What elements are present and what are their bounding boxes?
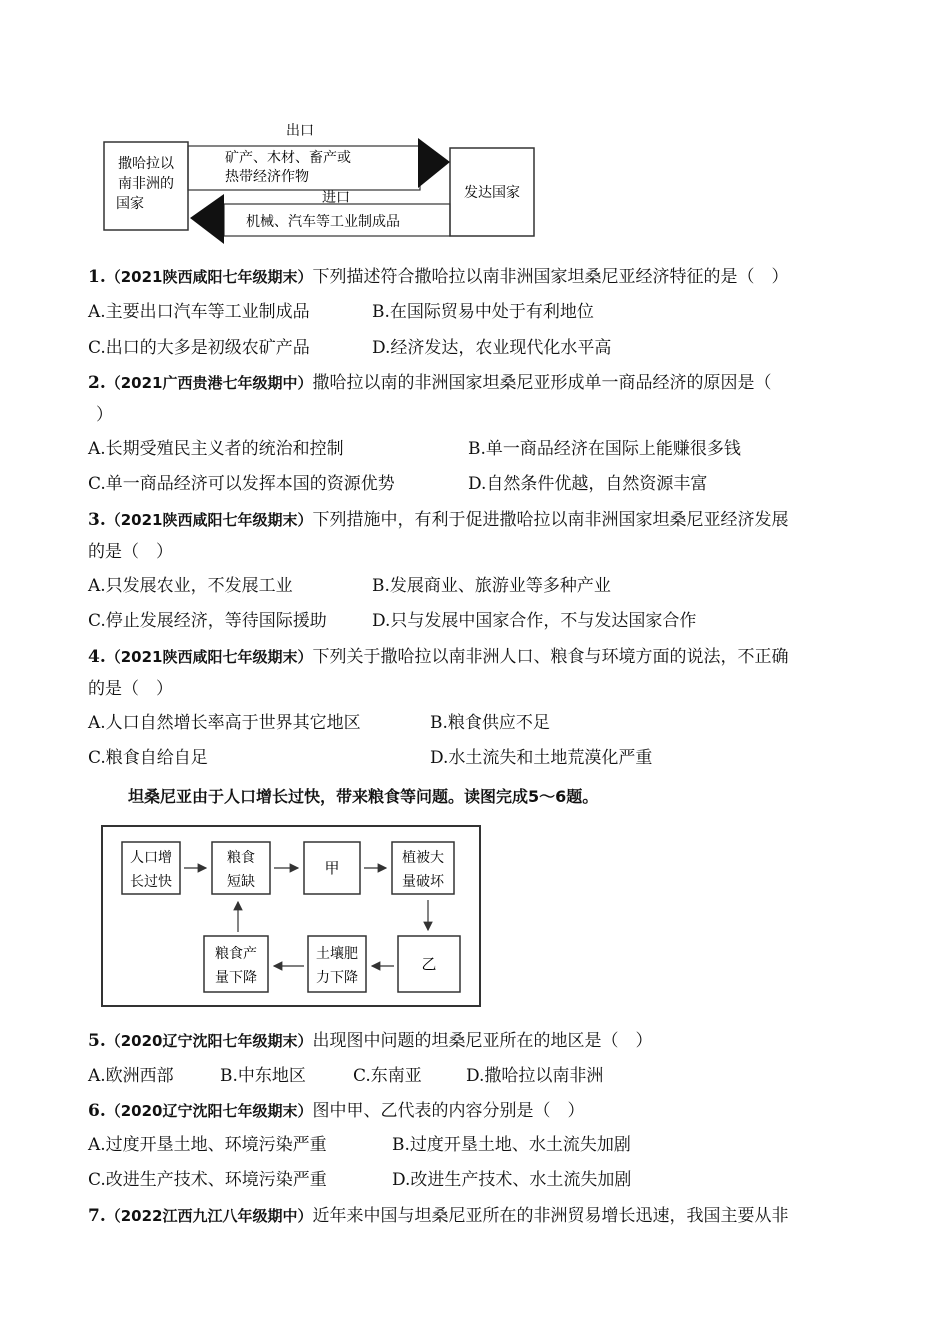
- option-b: B.单一商品经济在国际上能赚很多钱: [468, 439, 741, 459]
- question-number: 2.: [88, 373, 106, 393]
- option-b: B.粮食供应不足: [430, 713, 550, 733]
- box4-line2: 量破坏: [402, 874, 444, 890]
- box1-line1: 人口增: [130, 850, 172, 866]
- question-7: [88, 1205, 789, 1227]
- question-stem: 下列措施中，有利于促进撒哈拉以南非洲国家坦桑尼亚经济发展: [312, 510, 789, 530]
- question-source: （2021陕西咸阳七年级期末）: [105, 511, 313, 529]
- box7-line1: 粮食产: [215, 946, 257, 962]
- box2-line2: 短缺: [227, 874, 255, 890]
- box7-line2: 量下降: [215, 970, 257, 986]
- option-d: D.撒哈拉以南非洲: [466, 1066, 604, 1086]
- question-number: 7.: [88, 1206, 106, 1226]
- box1-line2: 长过快: [130, 874, 172, 890]
- box4-line1: 植被大: [402, 850, 444, 866]
- question-stem-continued: ）: [96, 405, 113, 425]
- question-source: （2021陕西咸阳七年级期末）: [105, 268, 313, 286]
- question-stem: 出现图中问题的坦桑尼亚所在的地区是（ ）: [312, 1031, 653, 1051]
- option-b: B.过度开垦土地、水土流失加剧: [392, 1135, 631, 1155]
- right-box-label: 发达国家: [464, 185, 520, 201]
- question-1: [88, 266, 789, 288]
- left-box-line1: 撒哈拉以: [118, 156, 174, 172]
- import-label: 进口: [322, 190, 350, 206]
- question-3: [88, 509, 789, 531]
- box2-line1: 粮食: [227, 850, 255, 866]
- option-b: B.中东地区: [220, 1066, 306, 1086]
- question-stem: 近年来中国与坦桑尼亚所在的非洲贸易增长迅速，我国主要从非: [312, 1206, 789, 1226]
- question-number: 3.: [88, 510, 106, 530]
- option-a: A.欧洲西部: [88, 1066, 174, 1086]
- export-goods-line2: 热带经济作物: [225, 169, 309, 185]
- option-d: D.水土流失和土地荒漠化严重: [430, 748, 653, 768]
- option-c: C.单一商品经济可以发挥本国的资源优势: [88, 474, 395, 494]
- box5-label: 乙: [421, 955, 437, 973]
- question-number: 5.: [88, 1031, 106, 1051]
- export-goods-line1: 矿产、木材、畜产或: [225, 150, 351, 166]
- question-source: （2021陕西咸阳七年级期末）: [105, 648, 313, 666]
- box6-line2: 力下降: [316, 970, 358, 986]
- export-label: 出口: [286, 123, 314, 139]
- question-source: （2021广西贵港七年级期中）: [105, 374, 313, 392]
- left-box-line2: 南非洲的: [118, 176, 174, 192]
- option-a: A.主要出口汽车等工业制成品: [88, 302, 310, 322]
- option-a: A.只发展农业，不发展工业: [88, 576, 293, 596]
- question-stem: 下列描述符合撒哈拉以南非洲国家坦桑尼亚经济特征的是（ ）: [312, 267, 789, 287]
- question-source: （2022江西九江八年级期中）: [105, 1207, 313, 1225]
- option-d: D.自然条件优越，自然资源丰富: [468, 474, 708, 494]
- trade-diagram: [100, 118, 540, 250]
- box3-label: 甲: [324, 859, 340, 877]
- reading-intro: 坦桑尼亚由于人口增长过快，带来粮食等问题。读图完成5～6题。: [128, 787, 599, 806]
- option-d: D.改进生产技术、水土流失加剧: [392, 1170, 632, 1190]
- option-b: B.发展商业、旅游业等多种产业: [372, 576, 611, 596]
- question-number: 1.: [88, 267, 106, 287]
- question-stem: 撒哈拉以南的非洲国家坦桑尼亚形成单一商品经济的原因是（: [312, 373, 772, 393]
- option-c: C.改进生产技术、环境污染严重: [88, 1170, 327, 1190]
- question-number: 4.: [88, 647, 106, 667]
- option-b: B.在国际贸易中处于有利地位: [372, 302, 594, 322]
- box6-line1: 土壤肥: [316, 946, 358, 962]
- left-box-line3: 国家: [116, 196, 144, 212]
- question-stem-continued: 的是（ ）: [88, 542, 173, 562]
- option-a: A.人口自然增长率高于世界其它地区: [88, 713, 361, 733]
- question-6: [88, 1100, 585, 1122]
- question-source: （2020辽宁沈阳七年级期末）: [105, 1102, 313, 1120]
- question-source: （2020辽宁沈阳七年级期末）: [105, 1032, 313, 1050]
- option-c: C.粮食自给自足: [88, 748, 208, 768]
- option-c: C.停止发展经济，等待国际援助: [88, 611, 327, 631]
- option-a: A.长期受殖民主义者的统治和控制: [88, 439, 344, 459]
- question-4: [88, 646, 789, 668]
- question-stem: 下列关于撒哈拉以南非洲人口、粮食与环境方面的说法，不正确: [312, 647, 789, 667]
- question-2: [88, 372, 772, 394]
- option-d: D.只与发展中国家合作，不与发达国家合作: [372, 611, 697, 631]
- question-5: [88, 1030, 653, 1052]
- question-number: 6.: [88, 1101, 106, 1121]
- option-d: D.经济发达，农业现代化水平高: [372, 338, 612, 358]
- option-c: C.出口的大多是初级农矿产品: [88, 338, 310, 358]
- option-a: A.过度开垦土地、环境污染严重: [88, 1135, 327, 1155]
- question-stem: 图中甲、乙代表的内容分别是（ ）: [312, 1101, 585, 1121]
- flow-diagram: [100, 824, 484, 1008]
- import-goods: 机械、汽车等工业制成品: [246, 214, 400, 230]
- option-c: C.东南亚: [353, 1066, 422, 1086]
- question-stem-continued: 的是（ ）: [88, 679, 173, 699]
